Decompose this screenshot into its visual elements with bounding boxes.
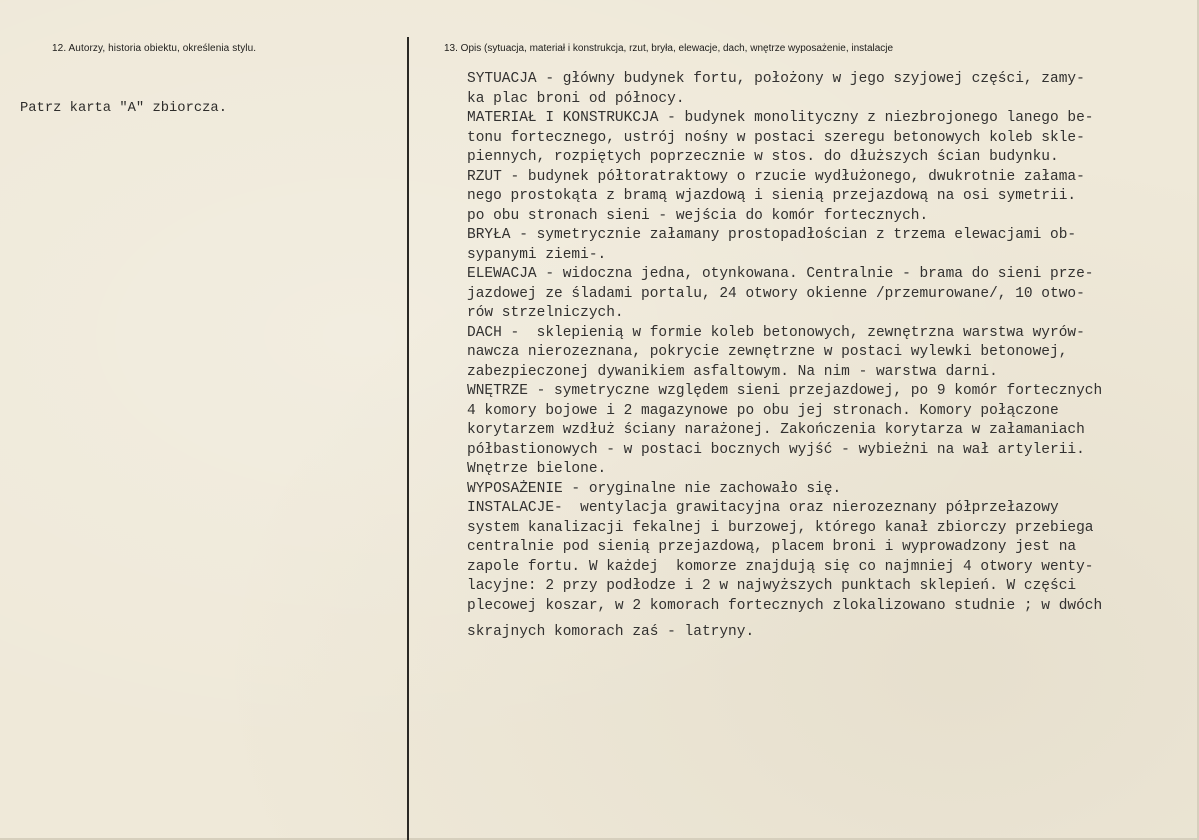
text-line: DACH - sklepienią w formie koleb betonowych, zewnętrzna warstwa wyrów- (467, 324, 1085, 341)
text-line: piennych, rozpiętych poprzecznie w stos. do dłuższych ścian budynku. (467, 149, 1059, 165)
text-line: ka plac broni od północy. (467, 90, 685, 107)
text-line: zapole fortu. W każdej komorze znajdują się co najmniej 4 otwory wenty- (467, 558, 1094, 575)
text-line: RZUT - budynek półtoratraktowy o rzucie wydłużonego, dwukrotnie załama- (467, 168, 1085, 185)
text-line: BRYŁA - symetrycznie załamany prostopadłościan z trzema elewacjami ob- (467, 227, 1077, 243)
text-line: korytarzem wzdłuż ściany narażonej. Zakończenia korytarza w załamaniach (467, 422, 1085, 438)
text-line: 4 komory bojowe i 2 magazynowe po obu jej stronach. Komory połączone (467, 402, 1059, 419)
text-line: jazdowej ze śladami portalu, 24 otwory okienne /przemurowane/, 10 otwo- (467, 285, 1085, 302)
text-line: Wnętrze bielone. (467, 461, 607, 477)
text-line: zabezpieczonej dywanikiem asfaltowym. Na nim - warstwa darni. (467, 363, 998, 380)
text-line: MATERIAŁ I KONSTRUKCJA - budynek monolityczny z niezbrojonego lanego be- (467, 110, 1094, 126)
text-line: sypanymi ziemi-. (467, 246, 607, 263)
text-line: półbastionowych - w postaci bocznych wyjść - wybieżni na wał artylerii. (467, 441, 1085, 458)
text-line: tonu fortecznego, ustrój nośny w postaci szeregu betonowych koleb skle- (467, 129, 1085, 146)
text-line: nawcza nierozeznana, pokrycie zewnętrzne w postaci wylewki betonowej, (467, 344, 1068, 360)
section-12-text: Patrz karta "A" zbiorcza. (20, 101, 227, 116)
text-line: SYTUACJA - główny budynek fortu, położony w jego szyjowej części, zamy- (467, 71, 1085, 87)
text-line: system kanalizacji fekalnej i burzowej, którego kanał zbiorczy przebiega (467, 519, 1094, 536)
section-13-description (467, 70, 1197, 643)
text-line: skrajnych komorach zaś - latryny. (467, 624, 755, 640)
text-line: WNĘTRZE - symetryczne względem sieni przejazdowej, po 9 komór fortecznych (467, 383, 1103, 399)
text-line: po obu stronach sieni - wejścia do komór fortecznych. (467, 207, 929, 224)
text-line: WYPOSAŻENIE - oryginalne nie zachowało się. (467, 480, 842, 497)
text-line: plecowej koszar, w 2 komorach fortecznych zlokalizowano studnie ; w dwóch (467, 597, 1103, 614)
text-line: lacyjne: 2 przy podłodze i 2 w najwyższych punktach sklepień. W części (467, 578, 1077, 594)
section-12-heading: 12. Autorzy, historia obiektu, określenia stylu. (52, 43, 257, 54)
text-line: ELEWACJA - widoczna jedna, otynkowana. Centralnie - brama do sieni prze- (467, 266, 1094, 282)
column-divider (407, 37, 409, 840)
text-line: nego prostokąta z bramą wjazdową i sienią przejazdową na osi symetrii. (467, 188, 1077, 204)
text-line: centralnie pod sienią przejazdową, placem broni i wyprowadzony jest na (467, 539, 1077, 555)
text-line: INSTALACJE- wentylacja grawitacyjna oraz nierozeznany półprzełazowy (467, 500, 1059, 516)
section-13-heading: 13. Opis (sytuacja, materiał i konstrukcja, rzut, bryła, elewacje, dach, wnętrze wyposażenie, instalacje (444, 43, 894, 54)
text-line: rów strzelniczych. (467, 305, 624, 321)
